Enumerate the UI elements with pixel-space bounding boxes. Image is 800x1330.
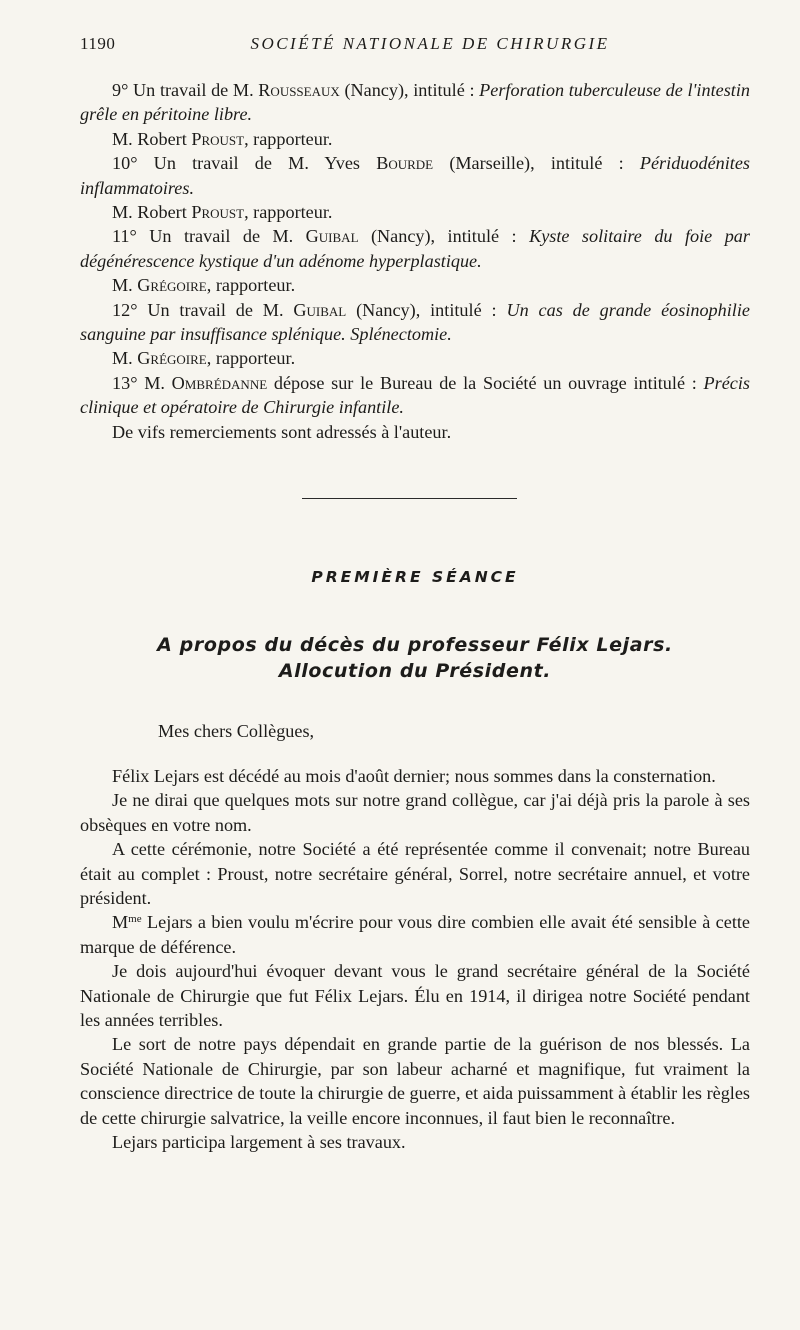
rapporteur-line: M. Robert Proust, rapporteur. — [112, 202, 333, 223]
paragraph: A cette cérémonie, notre Société a été représentée comme il convenait; notre Bureau était au complet : Proust, notre secrétaire général, Sorrel, notre secrétaire annuel, et votre président. — [80, 839, 750, 909]
article-title-line-1: A propos du décès du professeur Félix Lejars. — [157, 634, 673, 656]
author-name: Rousseaux — [258, 80, 340, 100]
rapporteur-line: M. Robert Proust, rapporteur. — [112, 128, 333, 149]
work-title: Précis clinique et opératoire de Chirurgie infantile. — [80, 372, 751, 418]
work-title: Un cas de grande éosinophilie sanguine par insuffisance splénique. Splénectomie. — [80, 299, 750, 345]
author-name: Guibal — [293, 299, 347, 320]
paragraph: Je ne dirai que quelques mots sur notre grand collègue, car j'ai déjà pris la parole à ses obsèques en votre nom. — [80, 790, 750, 835]
speech-body — [80, 764, 750, 1155]
author-name: Bourde — [376, 153, 434, 174]
work-title: Perforation tuberculeuse de l'intestin grêle en péritoine libre. — [80, 80, 750, 125]
work-title: Kyste solitaire du foie par dégénérescence kystique d'un adénome hyperplastique. — [80, 226, 750, 271]
item-13: 13° M. Ombrédanne dépose sur le Bureau de la Société un ouvrage intitulé : Précis clinique et opératoire de Chirurgie infantile. — [80, 372, 751, 418]
rapporteur-line: M. Grégoire, rapporteur. — [112, 348, 296, 369]
page-header — [80, 34, 750, 58]
item-10: 10° Un travail de M. Yves Bourde (Marseille), intitulé : Périduodénites inflammatoires. — [80, 153, 750, 198]
paragraph: Félix Lejars est décédé au mois d'août dernier; nous sommes dans la consternation. — [112, 766, 716, 786]
rapporteur-line: M. Grégoire, rapporteur. — [112, 275, 296, 296]
thanks-line: De vifs remerciements sont adressés à l'auteur. — [112, 421, 452, 442]
communications-list — [80, 78, 750, 444]
article-title-line-2: Allocution du Président. — [278, 660, 552, 682]
paragraph: Lejars participa largement à ses travaux. — [112, 1132, 406, 1153]
work-title: Périduodénites inflammatoires. — [80, 153, 750, 198]
paragraph: $M^{me}$ Lejars a bien voulu m'écrire pour vous dire combien elle avait été sensible à cette marque de déférence. — [80, 912, 750, 957]
section-divider — [302, 498, 517, 499]
running-title: SOCIÉTÉ NATIONALE DE CHIRURGIE — [250, 34, 610, 53]
item-11: 11° Un travail de M. Guibal (Nancy), intitulé : Kyste solitaire du foie par dégénérescence kystique d'un adénome hyperplastique. — [80, 226, 750, 271]
author-name: Ombrédanne — [171, 372, 268, 393]
article-title — [80, 632, 750, 684]
greeting: Mes chers Collègues, — [158, 721, 315, 741]
paragraph: Je dois aujourd'hui évoquer devant vous le grand secrétaire général de la Société Nationale de Chirurgie que fut Félix Lejars. Élu en 1914, il dirigea notre Société pendant les années terribles. — [80, 961, 750, 1031]
item-9: 9° Un travail de M. Rousseaux (Nancy), intitulé : Perforation tuberculeuse de l'intestin grêle en péritoine libre. — [80, 80, 750, 125]
paragraph: Le sort de notre pays dépendait en grande partie de la guérison de nos blessés. La Société Nationale de Chirurgie, par son labeur acharné et magnifique, fut vraiment la conscience directrice de toute la chirurgie de guerre, et aida puissamment à établir les règles de cette chirurgie salvatrice, la veille encore inconnues, il faut bien le reconnaître. — [80, 1034, 750, 1128]
author-name: Guibal — [305, 226, 359, 247]
section-title: PREMIÈRE SÉANCE — [311, 568, 519, 586]
page-number: 1190 — [80, 34, 116, 53]
item-12: 12° Un travail de M. Guibal (Nancy), intitulé : Un cas de grande éosinophilie sanguine par insuffisance splénique. Splénectomie. — [80, 299, 750, 345]
